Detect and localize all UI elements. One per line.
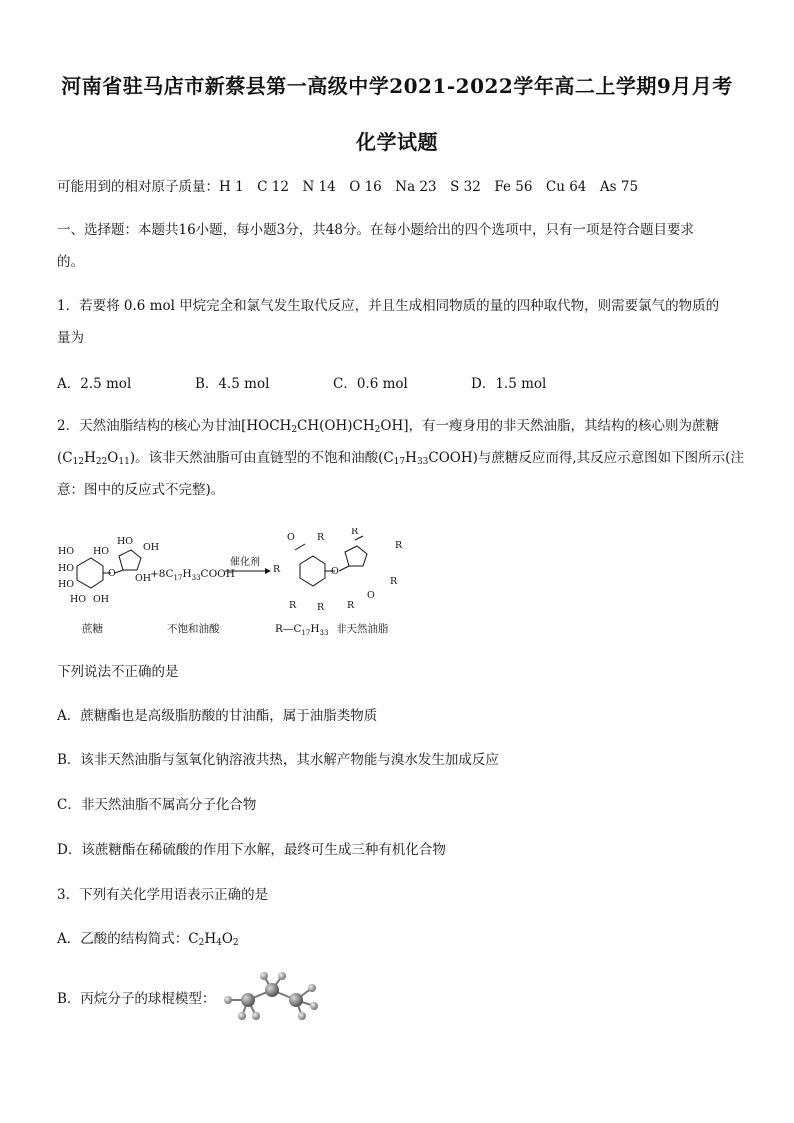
atom-oh-3: OH [135, 573, 152, 584]
q3-stem: 3．下列有关化学用语表示正确的是 [57, 887, 269, 903]
section1-line1: 一、选择题：本题共16小题，每小题3分，共48分。在每小题给出的四个选项中，只有一项是符合题目要求 [57, 222, 694, 238]
atom-r-8: R [347, 600, 355, 611]
carbon-atom [265, 983, 279, 997]
q2-line3: 意：图中的反应式不完整)。 [57, 482, 225, 498]
hydrogen-atom [308, 984, 316, 992]
catalyst-label: 催化剂 [230, 557, 260, 568]
reaction-arrowhead [265, 568, 271, 574]
q2-stem: 下列说法不正确的是 [57, 664, 179, 680]
label-r-group: $R—C_{17}H_{33}$ [275, 623, 329, 637]
reagent-text: $+8C_{17}H_{33}COOH$ [150, 568, 235, 582]
q2-option-c: C．非天然油脂不属高分子化合物 [57, 797, 257, 813]
atom-o-4: O [367, 590, 375, 601]
q3-option-a: A．乙酸的结构简式：$C_2H_4O_2$ [57, 931, 239, 948]
atom-r-2: R [351, 528, 359, 537]
ester-structure [295, 536, 367, 586]
atom-ho-2: HO [58, 563, 75, 574]
label-product: 非天然油脂 [336, 623, 389, 635]
hydrogen-atom [278, 972, 286, 980]
atom-r-1: R [317, 532, 325, 543]
carbon-atom [289, 993, 303, 1007]
atom-o-2: O [287, 532, 295, 543]
atom-r-5: R [390, 576, 398, 587]
reagent-formula [150, 568, 235, 582]
reaction-diagram [55, 528, 405, 640]
exam-title: 河南省驻马店市新蔡县第一高级中学2021-2022学年高二上学期9月月考 [61, 74, 733, 98]
atomic-mass-line: 可能用到的相对原子质量：H 1 C 12 N 14 O 16 Na 23 S 32 Fe 56 Cu 64 As 75 [57, 179, 639, 195]
propane-ball-stick-model [220, 970, 320, 1025]
q2-option-b: B．该非天然油脂与氢氧化钠溶液共热，其水解产物能与溴水发生加成反应 [57, 752, 499, 768]
atom-ho-3: HO [58, 579, 75, 590]
hydrogen-atom [252, 1012, 260, 1020]
q2-line1: 2．天然油脂结构的核心为甘油$[HOCH_2CH(OH)CH_2OH]$，有一瘦身用的非天然油脂，其结构的核心则为蔗糖 [57, 418, 719, 435]
atom-ho-4: HO [70, 594, 87, 605]
section1-line2: 的。 [57, 254, 84, 270]
label-sucrose: 蔗糖 [82, 623, 103, 635]
atom-o-3: O [331, 566, 339, 577]
atom-oh-1: OH [93, 594, 110, 605]
hydrogen-atom [298, 1012, 306, 1020]
atom-r-4: R [273, 564, 281, 575]
q1-line1: 1．若要将 0.6 mol 甲烷完全和氯气发生取代反应，并且生成相同物质的量的四种取代物，则需要氯气的物质的 [57, 298, 720, 314]
q1-option-b: B．4.5 mol [195, 376, 270, 392]
carbon-atom [241, 993, 255, 1007]
atom-r-3: R [395, 540, 403, 551]
q1-line2: 量为 [57, 330, 84, 346]
q3-option-b: B．丙烷分子的球棍模型： [57, 991, 216, 1007]
atom-ho-1: HO [58, 546, 75, 557]
atom-ho-6: HO [117, 536, 134, 547]
hydrogen-atom [310, 1002, 318, 1010]
q2-line2: $(C_{12}H_{22}O_{11})$。该非天然油脂可由直链型的不饱和油酸$(C_{17}H_{33}COOH)$与蔗糖反应而得,其反应示意图如下图所示(注 [57, 450, 744, 467]
atom-ho-5: HO [93, 546, 110, 557]
q1-option-a: A．2.5 mol [57, 376, 132, 392]
q1-option-d: D．1.5 mol [471, 376, 547, 392]
hydrogen-atom [238, 1012, 246, 1020]
atom-r-6: R [289, 600, 297, 611]
label-oleic-acid: 不饱和油酸 [167, 623, 220, 635]
atom-oh-2: OH [143, 542, 160, 553]
q1-option-c: C．0.6 mol [333, 376, 408, 392]
atom-r-7: R [317, 602, 325, 613]
hydrogen-atom [260, 972, 268, 980]
hydrogen-atom [224, 996, 232, 1004]
q2-option-a: A．蔗糖酯也是高级脂肪酸的甘油酯，属于油脂类物质 [57, 708, 378, 724]
exam-subtitle: 化学试题 [356, 130, 438, 154]
atom-o-1: O [108, 568, 116, 579]
q2-option-d: D．该蔗糖酯在稀硫酸的作用下水解，最终可生成三种有机化合物 [57, 842, 446, 858]
